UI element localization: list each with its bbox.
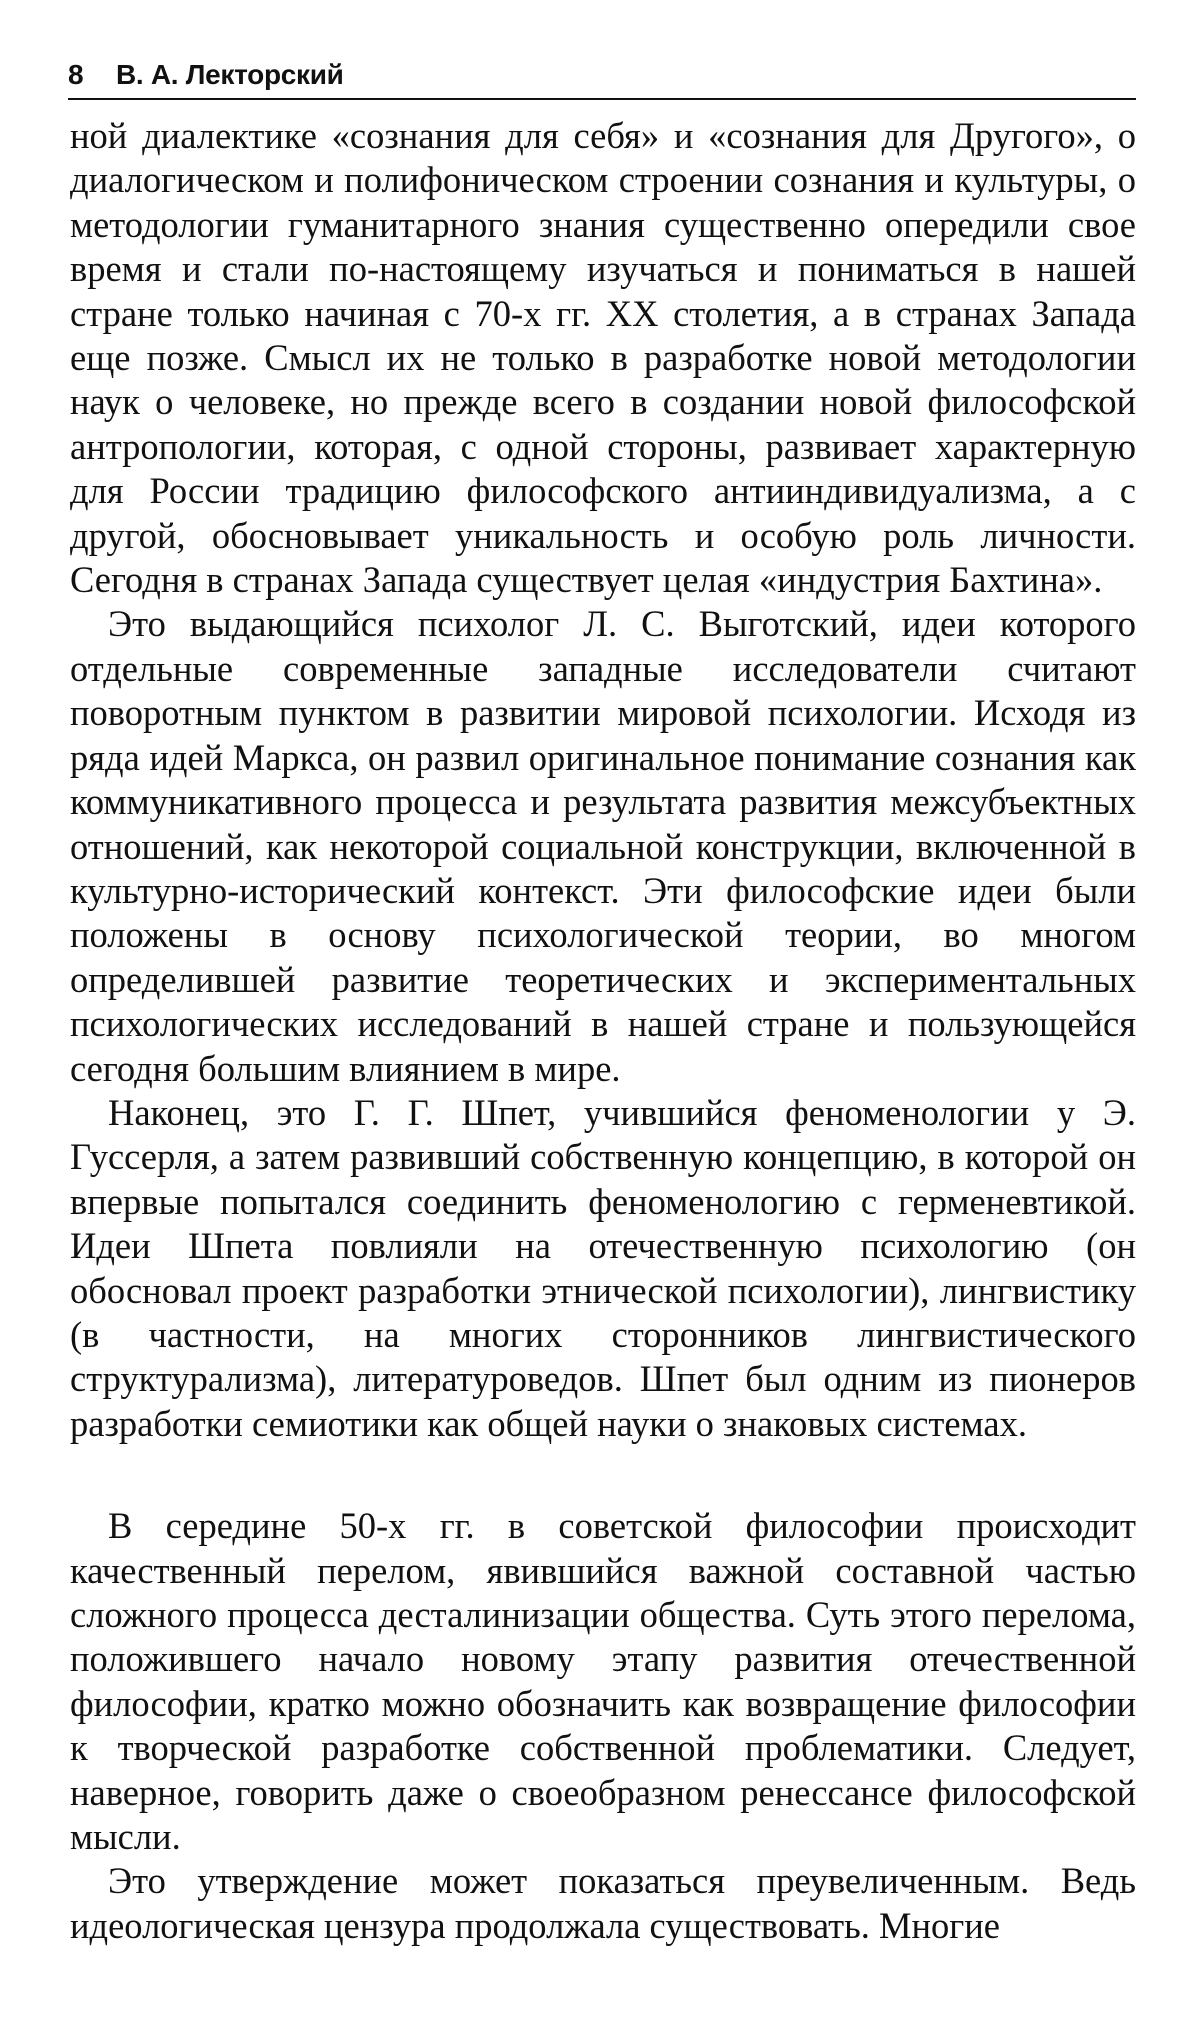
body-text	[70, 114, 1136, 1948]
running-head	[68, 58, 1136, 100]
paragraph-shpet: Наконец, это Г. Г. Шпет, учившийся феноменологии у Э. Гуссерля, а затем развивший собственную концепцию, в которой он впервые попытался соединить феноменологию с герменевтикой. Идеи Шпета повлияли на отечественную психологию (он обосновал проект разработки этнической психологии), лингвистику (в частности, на многих сторонников лингвистического структурализма), литературоведов. Шпет был одним из пионеров разработки семиотики как общей науки о знаковых системах.	[70, 1091, 1136, 1444]
paragraph-fifties-turn: В середине 50-х гг. в советской философии происходит качественный перелом, явившийся важной составной частью сложного процесса десталинизации общества. Суть этого перелома, положившего начало новому этапу развития отечественной философии, кратко можно обозначить как возвращение философии к творческой разработке собственной проблематики. Следует, наверное, говорить даже о своеобразном ренессансе философской мысли.	[70, 1505, 1136, 1858]
running-head-author: В. А. Лекторский	[116, 59, 344, 90]
section-break	[70, 1446, 1136, 1504]
page-number: 8	[68, 59, 84, 90]
paragraph-vygotsky: Это выдающийся психолог Л. С. Выготский, идеи которого отдельные современные западные исследователи считают поворотным пунктом в развитии мировой психологии. Исходя из ряда идей Маркса, он развил оригинальное понимание сознания как коммуникативного процесса и результата развития межсубъектных отношений, как некоторой социальной конструкции, включенной в культурно-исторический контекст. Эти философские идеи были положены в основу психологической теории, во многом определившей развитие теоретических и экспериментальных психологических исследований в нашей стране и пользующейся сегодня большим влиянием в мире.	[70, 603, 1136, 1089]
paragraph-bakhtin-continued: ной диалектике «сознания для себя» и «сознания для Другого», о диалогическом и полифоническом строении сознания и культуры, о методологии гуманитарного знания существенно опередили свое время и стали по-настоящему изучаться и пониматься в нашей стране только начиная с 70-х гг. XX столетия, а в странах Запада еще позже. Смысл их не только в разработке новой методологии наук о человеке, но прежде всего в создании новой философской антропологии, которая, с одной стороны, развивает характерную для России традицию философского антииндивидуализма, а с другой, обосновывает уникальность и особую роль личности. Сегодня в странах Запада существует целая «индустрия Бахтина».	[70, 115, 1136, 601]
paragraph-censorship: Это утверждение может показаться преувеличенным. Ведь идеологическая цензура продолжала существовать. Многие	[70, 1860, 1136, 1946]
